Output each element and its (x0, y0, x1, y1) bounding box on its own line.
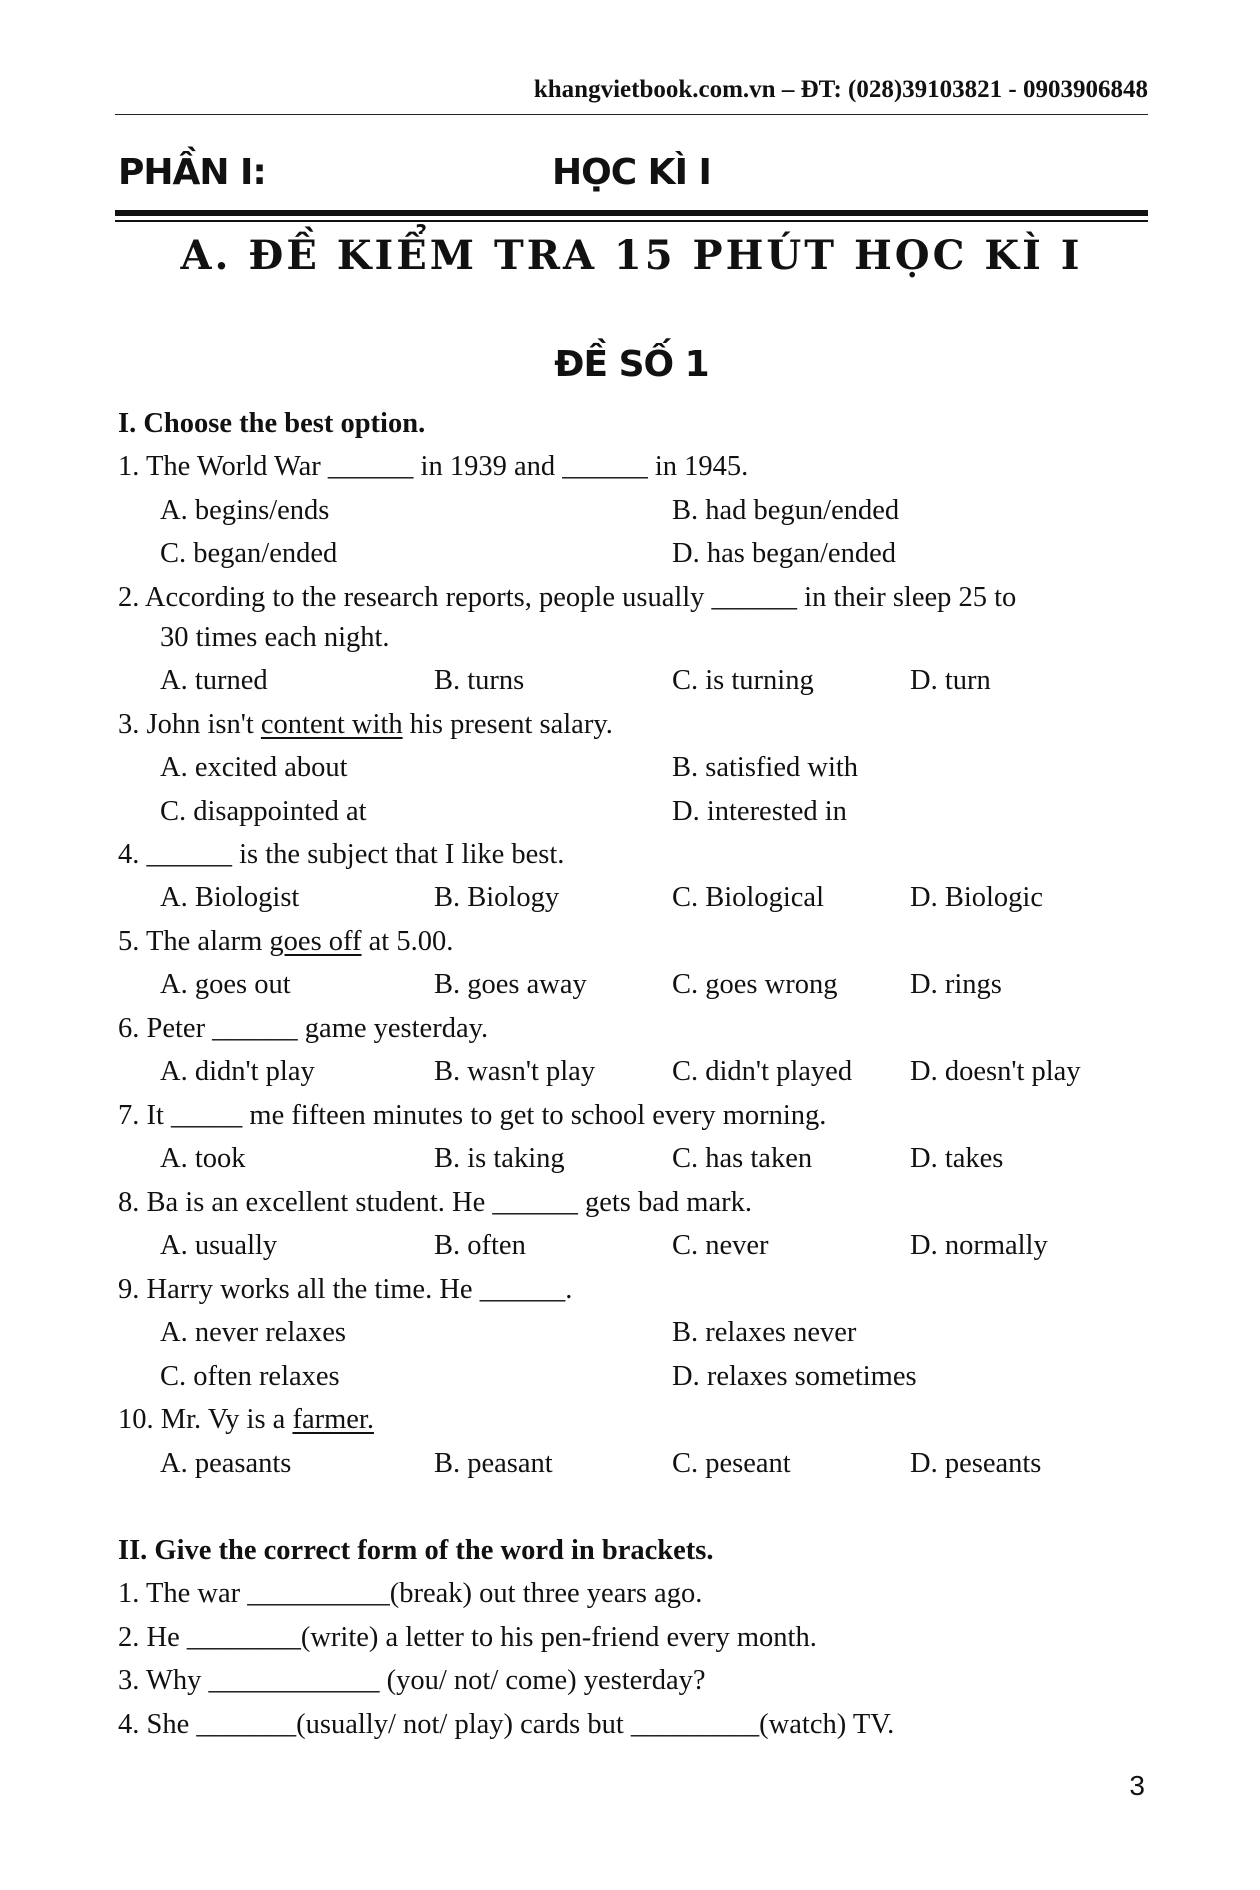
q5-text-pre: 5. The alarm (118, 926, 270, 957)
q9-option-c: C. often relaxes (160, 1361, 340, 1392)
q2-option-c: C. is turning (672, 665, 814, 696)
q5-option-c: C. goes wrong (672, 969, 838, 1000)
q3-text (118, 711, 613, 740)
q5-text (118, 928, 453, 957)
q3-text-post: his present salary. (402, 709, 613, 740)
q1-option-a: A. begins/ends (160, 495, 330, 526)
q9-option-d: D. relaxes sometimes (672, 1361, 917, 1392)
q8-option-a: A. usually (160, 1230, 278, 1261)
q1-option-d: D. has began/ended (672, 538, 896, 569)
q7-option-b: B. is taking (434, 1143, 565, 1174)
q7-option-c: C. has taken (672, 1143, 813, 1174)
q10-option-b: B. peasant (434, 1448, 553, 1479)
q9-text: 9. Harry works all the time. He ______. (118, 1274, 573, 1305)
q6-option-c: C. didn't played (672, 1056, 853, 1087)
section2-item-2: 2. He ________(write) a letter to his pen-friend every month. (118, 1622, 817, 1653)
q4-option-a: A. Biologist (160, 882, 300, 913)
page-number: 3 (1129, 1770, 1145, 1801)
q10-text-pre: 10. Mr. Vy is a (118, 1404, 293, 1435)
q8-text: 8. Ba is an excellent student. He ______ gets bad mark. (118, 1187, 752, 1218)
q8-option-b: B. often (434, 1230, 526, 1261)
section2-item-1: 1. The war __________(break) out three years ago. (118, 1578, 703, 1609)
section-divider-thick (115, 210, 1148, 216)
section2-heading: II. Give the correct form of the word in brackets. (118, 1535, 714, 1566)
part-label: PHẦN I: (118, 152, 266, 193)
q10-option-c: C. peseant (672, 1448, 791, 1479)
q3-text-pre: 3. John isn't (118, 709, 261, 740)
q6-option-a: A. didn't play (160, 1056, 315, 1087)
q2-text-continued: 30 times each night. (160, 622, 390, 653)
q6-option-b: B. wasn't play (434, 1056, 596, 1087)
test-title: ĐỀ SỐ 1 (554, 344, 709, 385)
q5-option-d: D. rings (910, 969, 1002, 1000)
q5-underlined-phrase: goes off (269, 926, 362, 957)
q1-option-b: B. had begun/ended (672, 495, 900, 526)
header-divider (115, 114, 1148, 115)
q2-text: 2. According to the research reports, people usually ______ in their sleep 25 to (118, 582, 1017, 613)
q10-option-a: A. peasants (160, 1448, 292, 1479)
section-divider-thin (115, 220, 1148, 222)
section-title: A. ĐỀ KIỂM TRA 15 PHÚT HỌC KÌ I (180, 232, 1083, 279)
q4-option-c: C. Biological (672, 882, 824, 913)
q6-text: 6. Peter ______ game yesterday. (118, 1013, 489, 1044)
q1-option-c: C. began/ended (160, 538, 338, 569)
q7-option-d: D. takes (910, 1143, 1004, 1174)
part-title: HỌC KÌ I (552, 152, 711, 193)
q7-option-a: A. took (160, 1143, 246, 1174)
q10-underlined-word: farmer. (292, 1404, 374, 1435)
section2-item-4: 4. She _______(usually/ not/ play) cards but _________(watch) TV. (118, 1709, 895, 1740)
q10-option-d: D. peseants (910, 1448, 1042, 1479)
q3-option-c: C. disappointed at (160, 796, 367, 827)
q4-option-d: D. Biologic (910, 882, 1043, 913)
q4-option-b: B. Biology (434, 882, 560, 913)
q2-option-b: B. turns (434, 665, 525, 696)
q6-option-d: D. doesn't play (910, 1056, 1081, 1087)
q5-option-a: A. goes out (160, 969, 291, 1000)
q2-option-d: D. turn (910, 665, 991, 696)
q7-text: 7. It _____ me fifteen minutes to get to school every morning. (118, 1100, 827, 1131)
q3-option-b: B. satisfied with (672, 752, 859, 783)
q5-option-b: B. goes away (434, 969, 587, 1000)
q5-text-post: at 5.00. (361, 926, 454, 957)
q10-text (118, 1406, 374, 1435)
q3-underlined-phrase: content with (260, 709, 403, 740)
section2-item-3: 3. Why ____________ (you/ not/ come) yesterday? (118, 1665, 706, 1696)
q3-option-d: D. interested in (672, 796, 847, 827)
q8-option-c: C. never (672, 1230, 769, 1261)
q1-text: 1. The World War ______ in 1939 and ______ in 1945. (118, 451, 749, 482)
q9-option-a: A. never relaxes (160, 1317, 346, 1348)
q8-option-d: D. normally (910, 1230, 1048, 1261)
publisher-contact: khangvietbook.com.vn – ĐT: (028)39103821 - 0903906848 (533, 76, 1148, 103)
q9-option-b: B. relaxes never (672, 1317, 857, 1348)
q2-option-a: A. turned (160, 665, 268, 696)
q3-option-a: A. excited about (160, 752, 348, 783)
q4-text: 4. ______ is the subject that I like best. (118, 839, 565, 870)
section1-heading: I. Choose the best option. (118, 408, 426, 439)
